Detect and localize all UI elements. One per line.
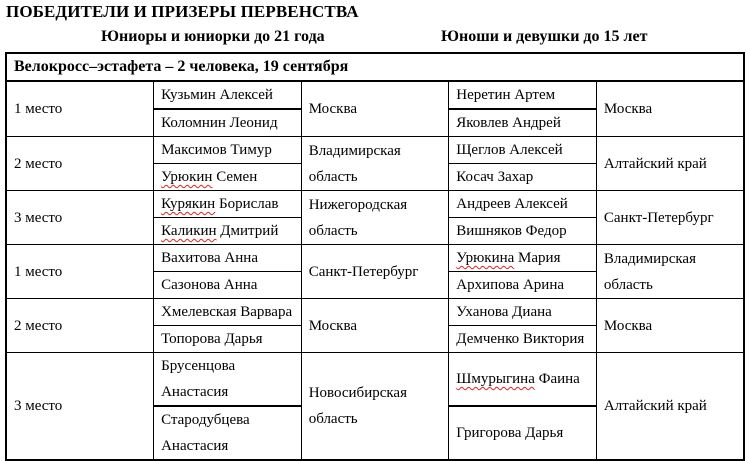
left-name-cell: Коломнин Леонид xyxy=(154,109,302,137)
left-region-cell: Санкт-Петербург xyxy=(301,245,449,299)
spellcheck-word: Урюкина xyxy=(456,250,515,266)
right-name-cell: Архипова Арина xyxy=(449,272,597,299)
left-name-cell: Вахитова Анна xyxy=(154,245,302,272)
event-header: Велокросс–эстафета – 2 человека, 19 сентября xyxy=(6,53,744,81)
right-region-cell: Алтайский край xyxy=(596,137,744,191)
right-region-cell: Москва xyxy=(596,81,744,137)
left-name-cell: Хмелевская Варвара xyxy=(154,299,302,326)
spellcheck-word: Курякин xyxy=(161,196,216,212)
right-name-cell: Уханова Диана xyxy=(449,299,597,326)
right-region-cell: Москва xyxy=(596,299,744,353)
left-name-cell: Каликин Дмитрий xyxy=(154,218,302,245)
right-name-cell: Урюкина Мария xyxy=(449,245,597,272)
results-table xyxy=(5,52,745,461)
left-region-cell: Новосибирская область xyxy=(301,353,449,461)
spellcheck-word: Шмурыгина xyxy=(456,371,535,387)
spellcheck-word: Урюкин xyxy=(161,169,213,185)
left-region-cell: Нижегородская область xyxy=(301,191,449,245)
left-region-cell: Москва xyxy=(301,299,449,353)
right-name-cell: Неретин Артем xyxy=(449,81,597,109)
right-region-cell: Владимирская область xyxy=(596,245,744,299)
right-region-cell: Санкт-Петербург xyxy=(596,191,744,245)
page-title: ПОБЕДИТЕЛИ И ПРИЗЕРЫ ПЕРВЕНСТВА xyxy=(6,2,359,21)
right-name-cell: Андреев Алексей xyxy=(449,191,597,218)
youth-heading: Юноши и девушки до 15 лет xyxy=(441,28,648,45)
left-name-cell: Максимов Тимур xyxy=(154,137,302,164)
right-name-cell: Григорова Дарья xyxy=(449,406,597,460)
left-region-cell: Москва xyxy=(301,81,449,137)
right-name-cell: Вишняков Федор xyxy=(449,218,597,245)
place-cell: 1 место xyxy=(6,245,154,299)
right-name-cell: Демченко Виктория xyxy=(449,326,597,353)
left-name-cell: Топорова Дарья xyxy=(154,326,302,353)
place-cell: 3 место xyxy=(6,353,154,461)
left-name-cell: Курякин Борислав xyxy=(154,191,302,218)
place-cell: 3 место xyxy=(6,191,154,245)
left-name-cell: Урюкин Семен xyxy=(154,164,302,191)
place-cell: 2 место xyxy=(6,299,154,353)
place-cell: 2 место xyxy=(6,137,154,191)
right-name-cell: Яковлев Андрей xyxy=(449,109,597,137)
left-name-cell: Кузьмин Алексей xyxy=(154,81,302,109)
right-name-cell: Щеглов Алексей xyxy=(449,137,597,164)
place-cell: 1 место xyxy=(6,81,154,137)
juniors-heading: Юниоры и юниорки до 21 года xyxy=(101,28,325,45)
right-name-cell: Шмурыгина Фаина xyxy=(449,353,597,407)
spellcheck-word: Каликин xyxy=(161,223,217,239)
right-region-cell: Алтайский край xyxy=(596,353,744,461)
left-region-cell: Владимирская область xyxy=(301,137,449,191)
right-name-cell: Косач Захар xyxy=(449,164,597,191)
left-name-cell: Брусенцова Анастасия xyxy=(154,353,302,407)
left-name-cell: Стародубцева Анастасия xyxy=(154,406,302,460)
left-name-cell: Сазонова Анна xyxy=(154,272,302,299)
